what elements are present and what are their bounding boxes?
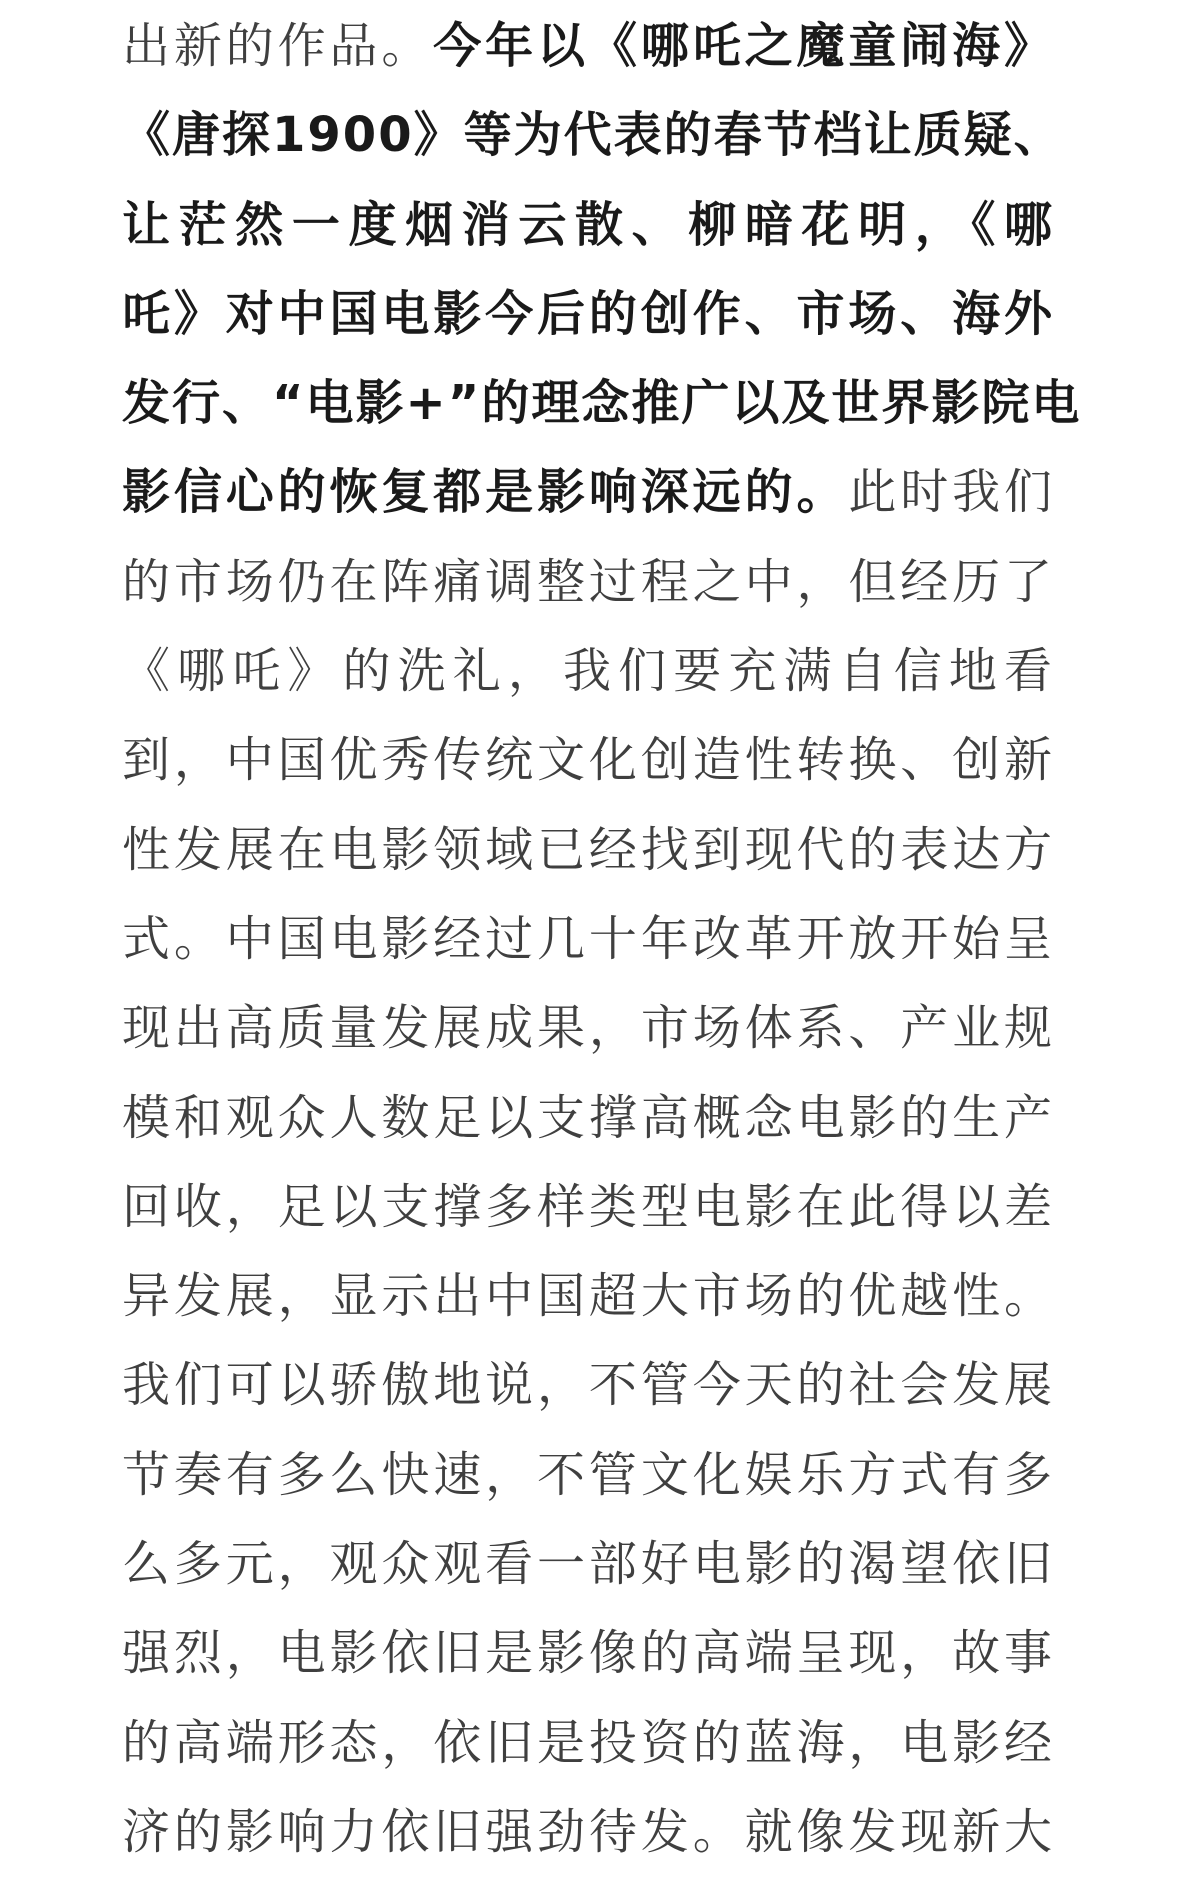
text-line	[122, 806, 1054, 895]
article-body	[122, 2, 1082, 1877]
body-text: 现出高质量发展成果，市场体系、产业规	[122, 1000, 1054, 1057]
text-line	[122, 1074, 1054, 1163]
body-text: 么多元，观众观看一部好电影的渴望依旧	[122, 1536, 1054, 1593]
body-text: 到，中国优秀传统文化创造性转换、创新	[122, 732, 1054, 789]
body-text: 式。中国电影经过几十年改革开放开始呈	[122, 910, 1054, 967]
text-line	[122, 270, 1054, 359]
body-text: 性发展在电影领域已经找到现代的表达方	[122, 821, 1054, 878]
text-line	[122, 984, 1054, 1073]
text-line	[122, 1341, 1054, 1430]
text-line	[122, 1609, 1054, 1698]
text-line	[122, 1163, 1054, 1252]
text-line	[122, 1520, 1054, 1609]
body-text: 强烈，电影依旧是影像的高端呈现，故事	[122, 1625, 1054, 1682]
text-line	[122, 895, 1054, 984]
body-text: 回收，足以支撑多样类型电影在此得以差	[122, 1178, 1054, 1235]
text-line	[122, 627, 1054, 716]
body-text: 出新的作品。	[122, 18, 434, 74]
body-text: 异发展，显示出中国超大市场的优越性。	[122, 1268, 1054, 1325]
body-text: 《哪吒》的洗礼，我们要充满自信地看	[122, 643, 1054, 700]
text-line	[122, 538, 1054, 627]
text-line	[122, 716, 1054, 805]
text-line	[122, 181, 1054, 270]
text-line	[122, 1788, 1054, 1877]
body-text: 我们可以骄傲地说，不管今天的社会发展	[122, 1357, 1054, 1414]
bold-text: 影信心的恢复都是影响深远的。	[122, 464, 849, 521]
body-text: 的市场仍在阵痛调整过程之中，但经历了	[122, 553, 1054, 610]
body-text: 此时我们	[848, 464, 1054, 521]
text-line	[122, 1431, 1054, 1520]
bold-text: 今年以《哪吒之魔童闹海》	[433, 18, 1054, 74]
body-text: 节奏有多么快速，不管文化娱乐方式有多	[122, 1446, 1054, 1503]
bold-text: 让茫然一度烟消云散、柳暗花明，《哪	[122, 196, 1054, 253]
bold-text: 《唐探1900》等为代表的春节档让质疑、	[122, 107, 1064, 164]
bold-text: 发行、“电影+”的理念推广以及世界影院电	[122, 375, 1082, 432]
bold-text: 吒》对中国电影今后的创作、市场、海外	[122, 285, 1054, 342]
text-line	[122, 2, 1054, 91]
text-line	[122, 1252, 1054, 1341]
text-line	[122, 91, 1064, 180]
text-line	[122, 359, 1082, 448]
text-line	[122, 448, 1054, 537]
body-text: 的高端形态，依旧是投资的蓝海，电影经	[122, 1714, 1054, 1771]
text-line	[122, 1699, 1054, 1788]
body-text: 济的影响力依旧强劲待发。就像发现新大	[122, 1803, 1054, 1860]
body-text: 模和观众人数足以支撑高概念电影的生产	[122, 1089, 1054, 1146]
